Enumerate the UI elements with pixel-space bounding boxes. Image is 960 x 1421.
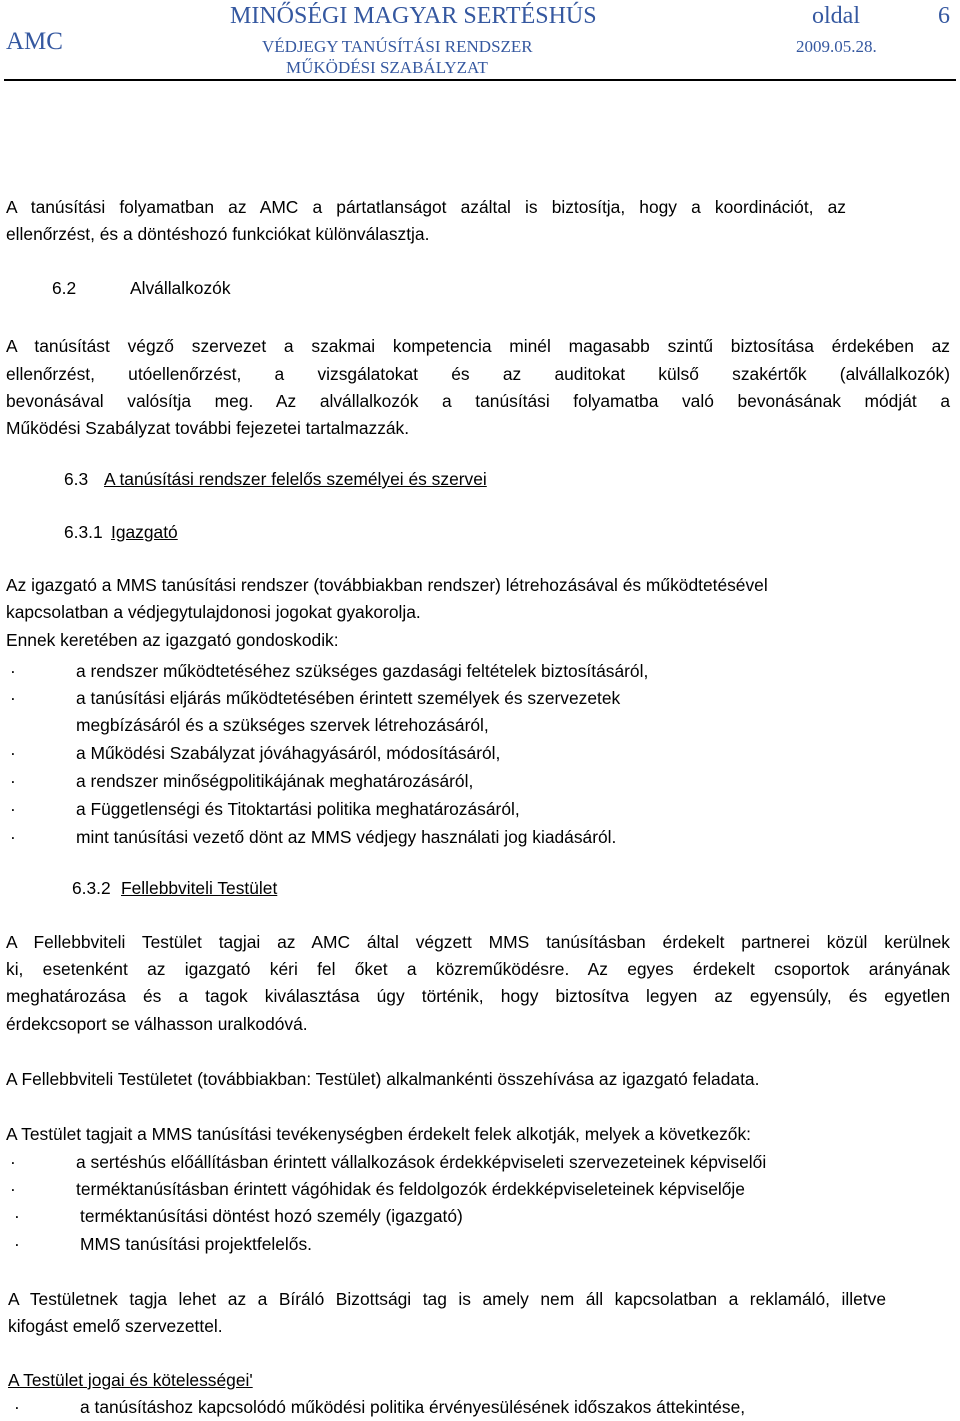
section-6-3-2-para-1-line-1: A Fellebbviteli Testület tagjai az AMC által végzett MMS tanúsításban érdekelt partnerei közül kerülnek (6, 932, 950, 952)
section-6-2-line-3: bevonásával valósítja meg. Az alvállalkozók a tanúsítási folyamatba való bevonásának módját a (6, 391, 950, 411)
section-6-3-1-number: 6.3.1 (64, 522, 103, 542)
intro-line-1: A tanúsítási folyamatban az AMC a pártatlanságot azáltal is biztosítja, hogy a koordinációt, az (6, 197, 846, 217)
list-item-continuation: megbízásáról és a szükséges szervek létrehozásáról, (76, 715, 489, 735)
intro-line-2: ellenőrzést, és a döntéshozó funkciókat különválasztja. (6, 224, 430, 244)
section-6-3-title: A tanúsítási rendszer felelős személyei és szervei (104, 469, 487, 489)
section-6-3-2-para-3: A Testület tagjait a MMS tanúsítási tevékenységben érdekelt felek alkotják, melyek a következők: (6, 1124, 751, 1144)
list-item: a rendszer működtetéséhez szükséges gazdasági feltételek biztosításáról, (76, 661, 649, 681)
list-item: a tanúsítási eljárás működtetésében érintett személyek és szervezetek (76, 688, 621, 708)
header-divider (4, 79, 956, 81)
list-bullet: · (10, 827, 16, 847)
list-bullet: · (10, 771, 16, 791)
list-bullet: · (14, 1397, 20, 1417)
list-bullet: · (14, 1206, 20, 1226)
rights-title: A Testület jogai és kötelességei' (8, 1370, 253, 1390)
section-6-3-1-list-intro: Ennek keretében az igazgató gondoskodik: (6, 630, 339, 650)
list-bullet: · (10, 1179, 16, 1199)
section-6-2-number: 6.2 (52, 278, 77, 298)
section-6-3-2-title: Fellebbviteli Testület (121, 878, 278, 898)
section-6-3-1-para-line-1: Az igazgató a MMS tanúsítási rendszer (továbbiakban rendszer) létrehozásával és működtetésével (6, 575, 768, 595)
section-6-3-number: 6.3 (64, 469, 89, 489)
section-6-2-line-4: Működési Szabályzat további fejezetei tartalmazzák. (6, 418, 410, 438)
section-6-3-1-title: Igazgató (111, 522, 178, 542)
section-6-3-2-para-1-line-4: érdekcsoport se válhasson uralkodóvá. (6, 1014, 308, 1034)
member-list-item: MMS tanúsítási projektfelelős. (80, 1234, 312, 1254)
section-6-3-2-para-1-line-3: meghatározása és a tagok kiválasztása úgy történik, hogy biztosítva legyen az egyensúly, és egyetlen (6, 986, 950, 1006)
header-logo: AMC (6, 28, 63, 55)
header-subtitle: VÉDJEGY TANÚSÍTÁSI RENDSZER (262, 37, 533, 56)
rights-list-item: a tanúsításhoz kapcsolódó működési politika érvényesülésének időszakos áttekintése, (80, 1397, 746, 1417)
list-bullet: · (10, 1152, 16, 1172)
header-page-number: 6 (938, 3, 950, 29)
list-item: a rendszer minőségpolitikájának meghatározásáról, (76, 771, 474, 791)
page-header (0, 0, 960, 82)
list-bullet: · (10, 799, 16, 819)
header-date: 2009.05.28. (796, 37, 877, 56)
section-6-3-2-para-4-line-1: A Testületnek tagja lehet az a Bíráló Bizottsági tag is amely nem áll kapcsolatban a reklamáló, illetve (8, 1289, 886, 1309)
list-item: mint tanúsítási vezető dönt az MMS védjegy használati jog kiadásáról. (76, 827, 617, 847)
list-bullet: · (10, 743, 16, 763)
member-list-item: a sertéshús előállításban érintett vállalkozások érdekképviseleti szervezeteinek képviselői (76, 1152, 767, 1172)
section-6-2-title: Alvállalkozók (130, 278, 231, 298)
header-subtitle-2: MŰKÖDÉSI SZABÁLYZAT (286, 58, 488, 77)
section-6-3-2-para-4-line-2: kifogást emelő szervezettel. (8, 1316, 223, 1336)
list-bullet: · (10, 688, 16, 708)
list-bullet: · (10, 661, 16, 681)
section-6-2-line-2: ellenőrzést, utóellenőrzést, a vizsgálatokat és az auditokat külső szakértők (alvállalkozók) (6, 364, 950, 384)
section-6-2-line-1: A tanúsítást végző szervezet a szakmai kompetencia minél magasabb szintű biztosítása érdekében az (6, 336, 950, 356)
section-6-3-1-para-line-2: kapcsolatban a védjegytulajdonosi jogokat gyakorolja. (6, 602, 421, 622)
list-bullet: · (14, 1234, 20, 1254)
header-page-label: oldal (812, 3, 860, 29)
member-list-item: terméktanúsítási döntést hozó személy (igazgató) (80, 1206, 463, 1226)
section-6-3-2-para-1-line-2: ki, esetenként az igazgató kéri fel őket a közreműködésre. Az egyes érdekelt csoportok arányának (6, 959, 950, 979)
member-list-item: terméktanúsításban érintett vágóhidak és feldolgozók érdekképviseleteinek képviselője (76, 1179, 745, 1199)
list-item: a Függetlenségi és Titoktartási politika meghatározásáról, (76, 799, 520, 819)
list-item: a Működési Szabályzat jóváhagyásáról, módosításáról, (76, 743, 501, 763)
section-6-3-2-para-2: A Fellebbviteli Testületet (továbbiakban: Testület) alkalmankénti összehívása az igazgató feladata. (6, 1069, 760, 1089)
header-title: MINŐSÉGI MAGYAR SERTÉSHÚS (230, 3, 597, 29)
section-6-3-2-number: 6.3.2 (72, 878, 111, 898)
